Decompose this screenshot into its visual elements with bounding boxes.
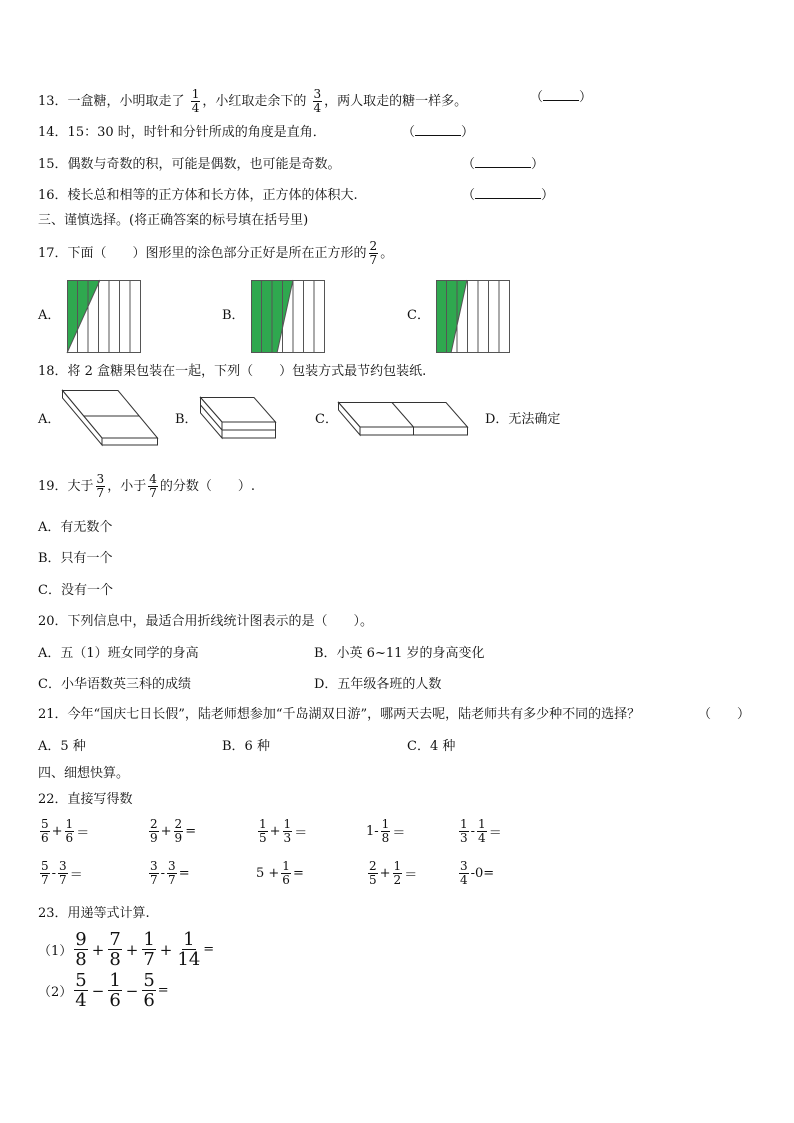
fraction — [149, 860, 159, 887]
figure-option-b[interactable] — [251, 280, 325, 353]
operator: + — [379, 866, 391, 881]
denominator: 7 — [150, 873, 158, 887]
numerator: 1 — [143, 929, 155, 950]
denominator: 6 — [65, 831, 74, 845]
numerator: 1 — [259, 817, 267, 831]
denominator: 9 — [174, 831, 183, 845]
denominator: 6 — [282, 873, 290, 887]
denominator: 6 — [109, 990, 121, 1011]
denominator: 2 — [393, 873, 402, 887]
answer-blank[interactable]: （ ） — [698, 707, 751, 722]
expression-1 — [38, 930, 214, 969]
denominator: 8 — [109, 949, 121, 970]
fraction — [40, 860, 50, 887]
operator: + — [51, 824, 63, 839]
option-c[interactable]: C．没有一个 — [38, 583, 113, 598]
numerator: 3 — [150, 859, 158, 873]
answer-blank[interactable] — [530, 90, 592, 106]
fraction — [74, 971, 87, 1010]
question-text: 19．大于 — [38, 479, 94, 494]
operator: − — [91, 981, 105, 1000]
numerator: 5 — [41, 817, 49, 831]
denominator: 14 — [177, 949, 201, 970]
calc-prefix: 5 + — [256, 866, 280, 881]
operator: - — [470, 824, 476, 839]
numerator: 1 — [381, 817, 390, 831]
section-heading: 三、谨慎选择。(将正确答案的标号填在括号里) — [38, 213, 309, 228]
option-a[interactable]: A．5 种 — [38, 739, 86, 754]
option-d-label[interactable]: D．无法确定 — [485, 412, 561, 427]
denominator: 6 — [41, 831, 49, 845]
operator: - — [51, 866, 57, 881]
fraction — [96, 473, 106, 500]
numerator: 5 — [41, 859, 49, 873]
paren: （ — [462, 188, 476, 203]
answer-blank[interactable] — [402, 125, 474, 141]
question-22: 22．直接写得数 — [38, 792, 133, 807]
fraction — [393, 860, 403, 887]
numerator: 2 — [369, 859, 377, 873]
calc-prefix: 1- — [366, 824, 379, 839]
fraction — [148, 473, 158, 500]
denominator: 9 — [150, 831, 158, 845]
paren: （ — [462, 157, 476, 172]
paren: ） — [579, 90, 593, 105]
numerator: 3 — [96, 472, 105, 486]
fraction — [283, 818, 293, 845]
paren: （ — [530, 90, 544, 105]
fraction — [459, 818, 469, 845]
option-b[interactable]: B．只有一个 — [38, 551, 113, 566]
calc-item — [147, 860, 190, 887]
equals-sign: ＝ — [76, 826, 90, 841]
equals-sign: ＝ — [69, 868, 83, 883]
operator: + — [91, 940, 105, 959]
question-19 — [38, 473, 255, 500]
denominator: 3 — [460, 831, 468, 845]
denominator: 4 — [478, 831, 486, 845]
equals-sign: = — [292, 866, 304, 881]
numerator: 5 — [75, 970, 87, 991]
fraction — [58, 860, 68, 887]
fraction — [142, 971, 155, 1010]
denominator: 7 — [41, 873, 49, 887]
operator: - — [160, 866, 166, 881]
fraction — [369, 240, 379, 267]
equals-sign: ＝ — [404, 868, 418, 883]
calc-item — [366, 860, 417, 887]
calc-item — [256, 818, 307, 845]
numerator: 3 — [59, 859, 67, 873]
answer-blank[interactable] — [462, 157, 544, 173]
fraction — [74, 930, 87, 969]
option-b[interactable]: B．6 种 — [222, 739, 270, 754]
question-text: ，两人取走的糖一样多。 — [324, 94, 468, 109]
question-23: 23．用递等式计算. — [38, 906, 150, 921]
expression-label: （1） — [38, 944, 73, 959]
numerator: 1 — [183, 929, 195, 950]
numerator: 1 — [283, 817, 292, 831]
calc-suffix: -0= — [470, 866, 495, 881]
numerator: 2 — [150, 817, 158, 831]
denominator: 8 — [381, 831, 390, 845]
numerator: 1 — [65, 817, 74, 831]
fraction — [313, 88, 323, 115]
fraction — [167, 860, 177, 887]
fraction — [381, 818, 391, 845]
question-text: 17．下面（ ）图形里的涂色部分正好是所在正方形的 — [38, 246, 367, 261]
equals-sign: ＝ — [392, 826, 406, 841]
numerator: 2 — [369, 239, 378, 253]
equals-sign: ＝ — [488, 826, 502, 841]
question-text: ，小红取走余下的 — [202, 94, 307, 109]
fraction — [477, 818, 487, 845]
denominator: 3 — [283, 831, 292, 845]
fraction — [176, 930, 201, 969]
fraction — [142, 930, 155, 969]
option-a[interactable]: A．五（1）班女同学的身高 — [38, 646, 199, 661]
fraction — [65, 818, 75, 845]
section-heading: 四、细想快算。 — [38, 766, 130, 781]
denominator: 7 — [168, 873, 176, 887]
question-text: 的分数（ ）. — [159, 479, 255, 494]
option-c-label[interactable]: C． — [407, 308, 430, 323]
paren: ） — [531, 157, 545, 172]
denominator: 4 — [313, 101, 322, 115]
equals-sign: = — [203, 942, 215, 957]
equals-sign: = — [157, 983, 169, 998]
question-text: 一盒糖，小明取走了 — [67, 94, 185, 109]
question-20: 20．下列信息中，最适合用折线统计图表示的是（ ）。 — [38, 614, 374, 629]
fraction — [174, 818, 184, 845]
numerator: 3 — [168, 859, 176, 873]
box-figure-c[interactable] — [338, 402, 468, 436]
numerator: 3 — [460, 859, 468, 873]
figure-option-a[interactable] — [67, 280, 141, 353]
option-c[interactable]: C．4 种 — [407, 739, 456, 754]
answer-blank[interactable] — [462, 188, 554, 204]
question-text: ，小于 — [107, 479, 147, 494]
question-18: 18．将 2 盒糖果包装在一起，下列（ ）包装方式最节约包装纸. — [38, 364, 427, 379]
numerator: 1 — [393, 859, 402, 873]
operator: + — [125, 940, 139, 959]
option-c-label[interactable]: C． — [315, 412, 338, 427]
fraction — [281, 860, 291, 887]
numerator: 1 — [282, 859, 290, 873]
calc-item — [366, 818, 405, 845]
denominator: 7 — [96, 486, 105, 500]
question-14: 14．15：30 时，时针和分针所成的角度是直角． — [38, 125, 326, 140]
calc-item — [457, 860, 494, 887]
expression-label: （2） — [38, 985, 73, 1000]
question-16: 16．棱长总和相等的正方体和长方体，正方体的体积大. — [38, 188, 358, 203]
numerator: 4 — [149, 472, 157, 486]
denominator: 7 — [59, 873, 67, 887]
calc-item — [147, 818, 196, 845]
option-b-label[interactable]: B． — [222, 308, 245, 323]
option-a-label[interactable]: A． — [38, 412, 61, 427]
fraction — [149, 818, 159, 845]
fraction — [258, 818, 268, 845]
numerator: 1 — [191, 87, 200, 101]
option-c[interactable]: C．小华语数英三科的成绩 — [38, 677, 191, 692]
calc-item — [256, 860, 304, 887]
fraction — [108, 971, 121, 1010]
option-a[interactable]: A．有无数个 — [38, 520, 113, 535]
question-13 — [38, 88, 467, 115]
option-a-label[interactable]: A． — [38, 308, 61, 323]
denominator: 5 — [259, 831, 267, 845]
question-15: 15．偶数与奇数的积，可能是偶数，也可能是奇数。 — [38, 157, 341, 172]
denominator: 5 — [369, 873, 377, 887]
numerator: 3 — [313, 87, 322, 101]
numerator: 1 — [478, 817, 486, 831]
box-figure-b[interactable] — [200, 397, 276, 439]
paren: ） — [461, 125, 475, 140]
question-text: 。 — [380, 246, 394, 261]
option-d[interactable]: D．五年级各班的人数 — [314, 677, 442, 692]
paren: （ — [402, 125, 416, 140]
denominator: 4 — [460, 873, 468, 887]
equals-sign: = — [178, 866, 190, 881]
equals-sign: ＝ — [294, 826, 308, 841]
option-b-label[interactable]: B． — [175, 412, 198, 427]
question-number: 13． — [38, 94, 68, 109]
expression-2 — [38, 971, 169, 1010]
denominator: 7 — [369, 253, 378, 267]
fraction — [191, 88, 201, 115]
equals-sign: = — [185, 824, 197, 839]
numerator: 1 — [109, 970, 121, 991]
fraction — [40, 818, 50, 845]
fraction — [368, 860, 378, 887]
operator: − — [125, 981, 139, 1000]
paren: ） — [541, 188, 555, 203]
fraction — [459, 860, 469, 887]
numerator: 2 — [174, 817, 183, 831]
question-17 — [38, 240, 393, 267]
calc-item — [38, 860, 83, 887]
figure-option-c[interactable] — [436, 280, 510, 353]
denominator: 7 — [143, 949, 155, 970]
denominator: 4 — [75, 990, 87, 1011]
numerator: 1 — [460, 817, 468, 831]
calc-item — [457, 818, 502, 845]
operator: + — [160, 824, 172, 839]
calc-item — [38, 818, 89, 845]
numerator: 9 — [75, 929, 87, 950]
option-b[interactable]: B．小英 6~11 岁的身高变化 — [314, 646, 485, 661]
operator: + — [269, 824, 281, 839]
denominator: 6 — [143, 990, 155, 1011]
denominator: 7 — [149, 486, 157, 500]
numerator: 7 — [109, 929, 121, 950]
box-figure-a[interactable] — [62, 390, 158, 446]
operator: + — [159, 940, 173, 959]
numerator: 5 — [143, 970, 155, 991]
denominator: 8 — [75, 949, 87, 970]
fraction — [108, 930, 121, 969]
denominator: 4 — [191, 101, 200, 115]
question-21: 21．今年“国庆七日长假”，陆老师想参加“千岛湖双日游”，哪两天去呢，陆老师共有多少种不同的选择？ — [38, 707, 641, 722]
